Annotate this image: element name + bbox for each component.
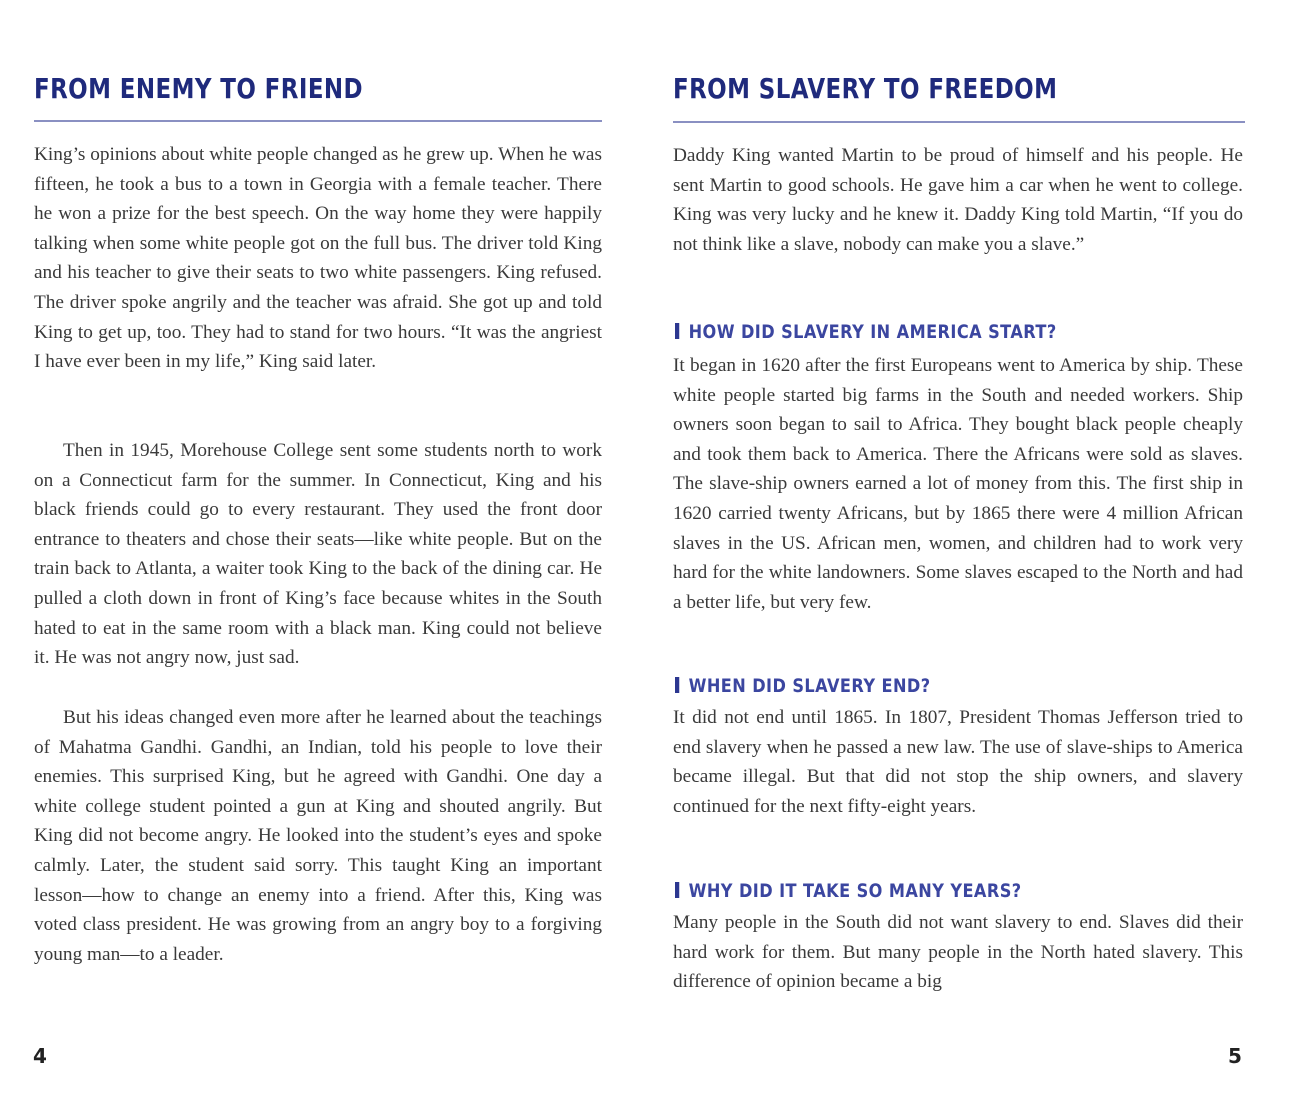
section-bullet — [675, 323, 679, 339]
section-bullet — [675, 882, 679, 898]
left-paragraph-3: But his ideas changed even more after he learned about the teachings of Mahatma Gandhi. Gandhi, an Indian, told his people to love their enemies. This surprised King, but he agreed with Gandhi. One day a white college student pointed a gun at King and shouted angrily. But King did not become angry. He looked into the student’s eyes and spoke calmly. Later, the student said sorry. This taught King an important lesson—how to change an enemy into a friend. After this, King was voted class president. He was growing from an angry boy to a forgiving young man—to a leader. — [34, 707, 602, 965]
section-title: HOW DID SLAVERY IN AMERICA START? — [688, 321, 1057, 343]
section-bullet — [675, 677, 679, 693]
section-heading-many-years — [675, 880, 1022, 902]
section-text-slavery-start: It began in 1620 after the first Europeans went to America by ship. These white people started big farms in the South and needed workers. Ship owners soon began to sail to Africa. They bought black people cheaply and took them back to America. There the Africans were sold as slaves. The slave-ship owners earned a lot of money from this. The first ship in 1620 carried twenty Africans, but by 1865 there were 4 million African slaves in the US. African men, women, and children had to work very hard for the white landowners. Some slaves escaped to the North and had a better life, but very few. — [673, 355, 1243, 613]
right-page-heading: FROM SLAVERY TO FREEDOM — [673, 72, 1058, 105]
section-title: WHEN DID SLAVERY END? — [688, 675, 931, 697]
section-title: WHY DID IT TAKE SO MANY YEARS? — [688, 880, 1022, 902]
right-heading-rule — [673, 121, 1245, 123]
section-heading-slavery-start — [675, 321, 1057, 343]
section-heading-slavery-end — [675, 675, 931, 697]
left-paragraph-1: King’s opinions about white people changed as he grew up. When he was fifteen, he took a bus to a town in Georgia with a female teacher. There he won a prize for the best speech. On the way home they were happily talking when some white people got on the full bus. The driver told King and his teacher to give their seats to two white passengers. King refused. The driver spoke angrily and the teacher was afraid. She got up and told King to get up, too. They had to stand for two hours. “It was the angriest I have ever been in my life,” King said later. — [34, 144, 602, 373]
page-number-right: 5 — [1228, 1044, 1242, 1068]
left-page-heading: FROM ENEMY TO FRIEND — [34, 72, 364, 105]
right-page — [651, 0, 1302, 1100]
section-text-slavery-end: It did not end until 1865. In 1807, President Thomas Jefferson tried to end slavery when he passed a new law. The use of slave-ships to America became illegal. But that did not stop the ship owners, and slavery continued for the next fifty-eight years. — [673, 707, 1243, 817]
left-heading-rule — [34, 120, 602, 122]
page-number-left: 4 — [33, 1044, 47, 1068]
right-intro-paragraph: Daddy King wanted Martin to be proud of himself and his people. He sent Martin to good schools. He gave him a car when he went to college. King was very lucky and he knew it. Daddy King told Martin, “If you do not think like a slave, nobody can make you a slave.” — [673, 145, 1243, 255]
left-paragraph-2: Then in 1945, Morehouse College sent some students north to work on a Connecticut farm for the summer. In Connecticut, King and his black friends could go to every restaurant. They used the front door entrance to theaters and chose their seats—like white people. But on the train back to Atlanta, a waiter took King to the back of the dining car. He pulled a cloth down in front of King’s face because whites in the South hated to eat in the same room with a black man. King could not believe it. He was not angry now, just sad. — [34, 440, 602, 669]
section-text-many-years: Many people in the South did not want slavery to end. Slaves did their hard work for them. But many people in the North hated slavery. This difference of opinion became a big — [673, 912, 1243, 993]
